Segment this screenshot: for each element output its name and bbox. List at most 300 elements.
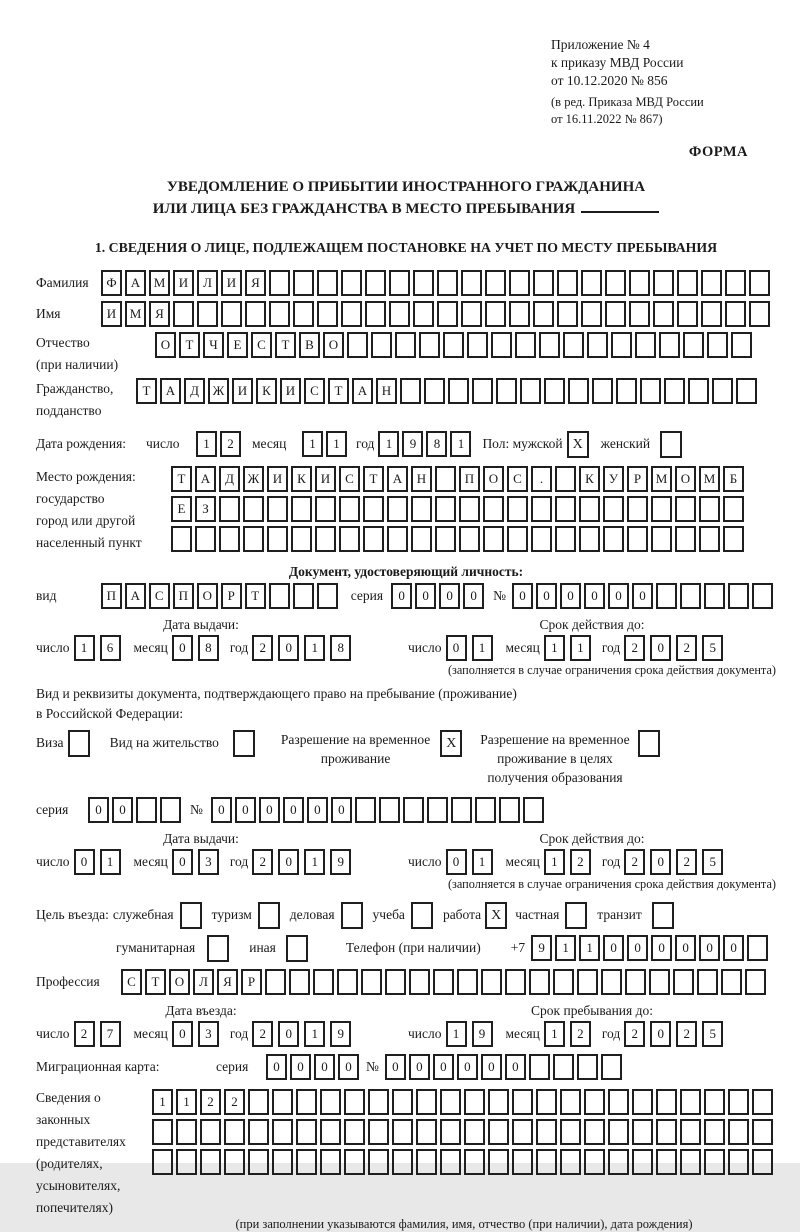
char-cell[interactable]	[152, 1149, 173, 1175]
visa-checkbox[interactable]	[68, 730, 90, 757]
char-cell[interactable]: Л	[193, 969, 214, 995]
char-cell[interactable]	[387, 526, 408, 552]
sex-male-checkbox[interactable]: X	[567, 431, 589, 458]
char-cell[interactable]: 2	[224, 1089, 245, 1115]
purpose-work-checkbox[interactable]: X	[485, 902, 507, 929]
char-cell[interactable]: 2	[570, 849, 591, 875]
char-cell[interactable]	[443, 332, 464, 358]
char-cell[interactable]	[507, 496, 528, 522]
char-cell[interactable]	[269, 583, 290, 609]
char-cell[interactable]: Р	[241, 969, 262, 995]
char-cell[interactable]	[365, 301, 386, 327]
char-cell[interactable]	[488, 1119, 509, 1145]
char-cell[interactable]: 0	[112, 797, 133, 823]
char-cell[interactable]	[440, 1089, 461, 1115]
char-cell[interactable]	[160, 797, 181, 823]
char-cell[interactable]	[427, 797, 448, 823]
char-cell[interactable]: К	[291, 466, 312, 492]
char-cell[interactable]: Б	[723, 466, 744, 492]
char-cell[interactable]	[389, 301, 410, 327]
char-cell[interactable]	[320, 1119, 341, 1145]
char-cell[interactable]	[625, 969, 646, 995]
char-cell[interactable]	[400, 378, 421, 404]
char-cell[interactable]	[392, 1149, 413, 1175]
char-cell[interactable]	[529, 1054, 550, 1080]
char-cell[interactable]	[539, 332, 560, 358]
char-cell[interactable]: 3	[198, 849, 219, 875]
char-cell[interactable]	[296, 1089, 317, 1115]
char-cell[interactable]	[584, 1149, 605, 1175]
char-cell[interactable]	[627, 496, 648, 522]
char-cell[interactable]	[584, 1119, 605, 1145]
char-cell[interactable]	[451, 797, 472, 823]
char-cell[interactable]: 0	[211, 797, 232, 823]
char-cell[interactable]	[603, 496, 624, 522]
char-cell[interactable]	[176, 1149, 197, 1175]
char-cell[interactable]: 2	[624, 635, 645, 661]
char-cell[interactable]: С	[251, 332, 272, 358]
char-cell[interactable]: М	[699, 466, 720, 492]
char-cell[interactable]: 1	[74, 635, 95, 661]
char-cell[interactable]: 8	[426, 431, 447, 457]
char-cell[interactable]	[512, 1149, 533, 1175]
char-cell[interactable]	[520, 378, 541, 404]
char-cell[interactable]: 0	[650, 849, 671, 875]
char-cell[interactable]	[531, 526, 552, 552]
char-cell[interactable]	[219, 496, 240, 522]
char-cell[interactable]	[320, 1089, 341, 1115]
char-cell[interactable]: Т	[363, 466, 384, 492]
char-cell[interactable]: 1	[326, 431, 347, 457]
char-cell[interactable]	[699, 496, 720, 522]
char-cell[interactable]	[656, 1149, 677, 1175]
char-cell[interactable]: Т	[245, 583, 266, 609]
char-cell[interactable]	[653, 301, 674, 327]
char-cell[interactable]: К	[256, 378, 277, 404]
char-cell[interactable]	[248, 1089, 269, 1115]
char-cell[interactable]	[608, 1089, 629, 1115]
char-cell[interactable]: 0	[307, 797, 328, 823]
char-cell[interactable]	[416, 1089, 437, 1115]
char-cell[interactable]	[723, 526, 744, 552]
char-cell[interactable]: 0	[675, 935, 696, 961]
char-cell[interactable]	[592, 378, 613, 404]
char-cell[interactable]	[544, 378, 565, 404]
char-cell[interactable]: 2	[74, 1021, 95, 1047]
char-cell[interactable]	[440, 1149, 461, 1175]
char-cell[interactable]: Н	[411, 466, 432, 492]
char-cell[interactable]	[601, 969, 622, 995]
char-cell[interactable]	[523, 797, 544, 823]
char-cell[interactable]: 0	[433, 1054, 454, 1080]
char-cell[interactable]: 0	[88, 797, 109, 823]
char-cell[interactable]: А	[195, 466, 216, 492]
char-cell[interactable]: 8	[198, 635, 219, 661]
char-cell[interactable]	[632, 1119, 653, 1145]
char-cell[interactable]	[557, 270, 578, 296]
char-cell[interactable]: 0	[608, 583, 629, 609]
char-cell[interactable]	[272, 1089, 293, 1115]
char-cell[interactable]	[424, 378, 445, 404]
char-cell[interactable]: И	[232, 378, 253, 404]
char-cell[interactable]: С	[339, 466, 360, 492]
char-cell[interactable]	[395, 332, 416, 358]
char-cell[interactable]: И	[101, 301, 122, 327]
char-cell[interactable]: 0	[338, 1054, 359, 1080]
char-cell[interactable]	[745, 969, 766, 995]
char-cell[interactable]: 2	[252, 635, 273, 661]
char-cell[interactable]	[659, 332, 680, 358]
char-cell[interactable]	[629, 301, 650, 327]
char-cell[interactable]	[293, 583, 314, 609]
temp-permit-checkbox[interactable]: X	[440, 730, 462, 757]
char-cell[interactable]	[629, 270, 650, 296]
char-cell[interactable]	[248, 1149, 269, 1175]
char-cell[interactable]	[224, 1149, 245, 1175]
char-cell[interactable]	[608, 1149, 629, 1175]
char-cell[interactable]	[677, 270, 698, 296]
char-cell[interactable]	[603, 526, 624, 552]
char-cell[interactable]: 1	[304, 1021, 325, 1047]
char-cell[interactable]	[680, 1089, 701, 1115]
char-cell[interactable]	[640, 378, 661, 404]
char-cell[interactable]	[413, 301, 434, 327]
char-cell[interactable]	[577, 969, 598, 995]
char-cell[interactable]	[392, 1089, 413, 1115]
char-cell[interactable]	[581, 270, 602, 296]
char-cell[interactable]	[616, 378, 637, 404]
char-cell[interactable]	[656, 1119, 677, 1145]
char-cell[interactable]	[491, 332, 512, 358]
char-cell[interactable]	[344, 1089, 365, 1115]
char-cell[interactable]	[365, 270, 386, 296]
char-cell[interactable]	[296, 1149, 317, 1175]
char-cell[interactable]: В	[299, 332, 320, 358]
char-cell[interactable]	[475, 797, 496, 823]
char-cell[interactable]	[568, 378, 589, 404]
char-cell[interactable]	[409, 969, 430, 995]
char-cell[interactable]: М	[651, 466, 672, 492]
char-cell[interactable]	[651, 526, 672, 552]
char-cell[interactable]	[731, 332, 752, 358]
char-cell[interactable]: Ж	[243, 466, 264, 492]
char-cell[interactable]	[464, 1119, 485, 1145]
char-cell[interactable]: Т	[275, 332, 296, 358]
char-cell[interactable]: 2	[252, 849, 273, 875]
char-cell[interactable]	[245, 301, 266, 327]
char-cell[interactable]: С	[121, 969, 142, 995]
char-cell[interactable]	[272, 1119, 293, 1145]
char-cell[interactable]	[749, 301, 770, 327]
char-cell[interactable]	[341, 301, 362, 327]
char-cell[interactable]: О	[675, 466, 696, 492]
char-cell[interactable]	[587, 332, 608, 358]
char-cell[interactable]: А	[387, 466, 408, 492]
char-cell[interactable]: 9	[531, 935, 552, 961]
char-cell[interactable]	[488, 1089, 509, 1115]
char-cell[interactable]	[707, 332, 728, 358]
char-cell[interactable]	[320, 1149, 341, 1175]
char-cell[interactable]: 2	[676, 635, 697, 661]
char-cell[interactable]: .	[531, 466, 552, 492]
char-cell[interactable]: М	[125, 301, 146, 327]
char-cell[interactable]	[557, 301, 578, 327]
char-cell[interactable]	[577, 1054, 598, 1080]
purpose-official-checkbox[interactable]	[180, 902, 202, 929]
char-cell[interactable]: С	[507, 466, 528, 492]
char-cell[interactable]: 0	[723, 935, 744, 961]
char-cell[interactable]: 1	[152, 1089, 173, 1115]
char-cell[interactable]	[601, 1054, 622, 1080]
char-cell[interactable]: 1	[378, 431, 399, 457]
char-cell[interactable]: 0	[415, 583, 436, 609]
char-cell[interactable]	[704, 1149, 725, 1175]
char-cell[interactable]	[529, 969, 550, 995]
purpose-business-checkbox[interactable]	[341, 902, 363, 929]
char-cell[interactable]	[317, 270, 338, 296]
char-cell[interactable]	[435, 466, 456, 492]
char-cell[interactable]	[627, 526, 648, 552]
char-cell[interactable]	[533, 270, 554, 296]
char-cell[interactable]: А	[125, 270, 146, 296]
char-cell[interactable]	[512, 1119, 533, 1145]
char-cell[interactable]	[435, 526, 456, 552]
char-cell[interactable]: 0	[278, 635, 299, 661]
char-cell[interactable]	[632, 1149, 653, 1175]
char-cell[interactable]: 0	[314, 1054, 335, 1080]
char-cell[interactable]	[675, 526, 696, 552]
char-cell[interactable]: 1	[302, 431, 323, 457]
char-cell[interactable]	[344, 1119, 365, 1145]
char-cell[interactable]: 0	[650, 635, 671, 661]
char-cell[interactable]: С	[149, 583, 170, 609]
char-cell[interactable]	[749, 270, 770, 296]
char-cell[interactable]	[467, 332, 488, 358]
char-cell[interactable]: О	[323, 332, 344, 358]
char-cell[interactable]	[485, 301, 506, 327]
char-cell[interactable]	[481, 969, 502, 995]
char-cell[interactable]	[317, 301, 338, 327]
char-cell[interactable]	[411, 496, 432, 522]
char-cell[interactable]	[368, 1149, 389, 1175]
char-cell[interactable]: 0	[259, 797, 280, 823]
char-cell[interactable]: 0	[512, 583, 533, 609]
char-cell[interactable]: 0	[278, 1021, 299, 1047]
char-cell[interactable]	[752, 1149, 773, 1175]
char-cell[interactable]	[752, 1089, 773, 1115]
char-cell[interactable]	[555, 526, 576, 552]
char-cell[interactable]: О	[155, 332, 176, 358]
char-cell[interactable]	[560, 1119, 581, 1145]
char-cell[interactable]	[355, 797, 376, 823]
char-cell[interactable]	[269, 270, 290, 296]
char-cell[interactable]: 2	[624, 1021, 645, 1047]
char-cell[interactable]: Р	[627, 466, 648, 492]
char-cell[interactable]	[197, 301, 218, 327]
char-cell[interactable]	[363, 496, 384, 522]
char-cell[interactable]	[581, 301, 602, 327]
char-cell[interactable]: 1	[472, 635, 493, 661]
residence-permit-checkbox[interactable]	[233, 730, 255, 757]
char-cell[interactable]	[507, 526, 528, 552]
char-cell[interactable]	[387, 496, 408, 522]
char-cell[interactable]	[725, 270, 746, 296]
char-cell[interactable]: И	[173, 270, 194, 296]
purpose-humanitarian-checkbox[interactable]	[207, 935, 229, 962]
char-cell[interactable]	[379, 797, 400, 823]
char-cell[interactable]: 2	[624, 849, 645, 875]
char-cell[interactable]: 5	[702, 1021, 723, 1047]
char-cell[interactable]	[560, 1089, 581, 1115]
char-cell[interactable]	[347, 332, 368, 358]
char-cell[interactable]	[560, 1149, 581, 1175]
char-cell[interactable]	[723, 496, 744, 522]
char-cell[interactable]: А	[125, 583, 146, 609]
char-cell[interactable]	[611, 332, 632, 358]
char-cell[interactable]	[293, 270, 314, 296]
char-cell[interactable]: П	[173, 583, 194, 609]
char-cell[interactable]: У	[603, 466, 624, 492]
char-cell[interactable]: 0	[457, 1054, 478, 1080]
purpose-study-checkbox[interactable]	[411, 902, 433, 929]
char-cell[interactable]	[701, 270, 722, 296]
char-cell[interactable]: 1	[544, 635, 565, 661]
char-cell[interactable]: 1	[555, 935, 576, 961]
char-cell[interactable]	[680, 1149, 701, 1175]
char-cell[interactable]	[635, 332, 656, 358]
char-cell[interactable]	[200, 1149, 221, 1175]
char-cell[interactable]	[509, 270, 530, 296]
char-cell[interactable]	[725, 301, 746, 327]
char-cell[interactable]: 0	[584, 583, 605, 609]
char-cell[interactable]	[291, 526, 312, 552]
char-cell[interactable]	[531, 496, 552, 522]
char-cell[interactable]: И	[315, 466, 336, 492]
char-cell[interactable]	[416, 1119, 437, 1145]
char-cell[interactable]	[315, 526, 336, 552]
char-cell[interactable]: 0	[446, 635, 467, 661]
char-cell[interactable]	[555, 466, 576, 492]
char-cell[interactable]	[697, 969, 718, 995]
char-cell[interactable]: 0	[74, 849, 95, 875]
char-cell[interactable]	[200, 1119, 221, 1145]
char-cell[interactable]	[317, 583, 338, 609]
char-cell[interactable]	[437, 270, 458, 296]
char-cell[interactable]: 1	[446, 1021, 467, 1047]
char-cell[interactable]	[675, 496, 696, 522]
char-cell[interactable]: Ч	[203, 332, 224, 358]
char-cell[interactable]	[267, 526, 288, 552]
char-cell[interactable]: 2	[570, 1021, 591, 1047]
char-cell[interactable]: 1	[176, 1089, 197, 1115]
purpose-other-checkbox[interactable]	[286, 935, 308, 962]
char-cell[interactable]	[221, 301, 242, 327]
char-cell[interactable]	[459, 496, 480, 522]
char-cell[interactable]	[433, 969, 454, 995]
char-cell[interactable]: 9	[402, 431, 423, 457]
char-cell[interactable]: М	[149, 270, 170, 296]
char-cell[interactable]	[699, 526, 720, 552]
char-cell[interactable]: Ф	[101, 270, 122, 296]
char-cell[interactable]	[371, 332, 392, 358]
char-cell[interactable]	[656, 1089, 677, 1115]
char-cell[interactable]	[712, 378, 733, 404]
char-cell[interactable]: 0	[699, 935, 720, 961]
char-cell[interactable]: 0	[446, 849, 467, 875]
char-cell[interactable]	[344, 1149, 365, 1175]
char-cell[interactable]: Т	[328, 378, 349, 404]
char-cell[interactable]	[136, 797, 157, 823]
char-cell[interactable]	[413, 270, 434, 296]
char-cell[interactable]	[752, 583, 773, 609]
purpose-tourism-checkbox[interactable]	[258, 902, 280, 929]
char-cell[interactable]: П	[101, 583, 122, 609]
char-cell[interactable]	[536, 1119, 557, 1145]
char-cell[interactable]: 5	[702, 635, 723, 661]
char-cell[interactable]: Я	[245, 270, 266, 296]
char-cell[interactable]	[747, 935, 768, 961]
char-cell[interactable]: А	[352, 378, 373, 404]
char-cell[interactable]	[485, 270, 506, 296]
char-cell[interactable]: 0	[632, 583, 653, 609]
char-cell[interactable]: Т	[171, 466, 192, 492]
char-cell[interactable]	[457, 969, 478, 995]
char-cell[interactable]	[579, 526, 600, 552]
char-cell[interactable]	[363, 526, 384, 552]
char-cell[interactable]: 0	[235, 797, 256, 823]
char-cell[interactable]: 7	[100, 1021, 121, 1047]
char-cell[interactable]	[269, 301, 290, 327]
char-cell[interactable]: 0	[627, 935, 648, 961]
char-cell[interactable]	[728, 1089, 749, 1115]
char-cell[interactable]: И	[280, 378, 301, 404]
char-cell[interactable]: 1	[100, 849, 121, 875]
char-cell[interactable]	[339, 526, 360, 552]
char-cell[interactable]: 1	[472, 849, 493, 875]
char-cell[interactable]	[505, 969, 526, 995]
char-cell[interactable]	[448, 378, 469, 404]
char-cell[interactable]: 1	[304, 635, 325, 661]
char-cell[interactable]	[563, 332, 584, 358]
char-cell[interactable]	[293, 301, 314, 327]
char-cell[interactable]	[653, 270, 674, 296]
char-cell[interactable]	[683, 332, 704, 358]
char-cell[interactable]: 2	[252, 1021, 273, 1047]
char-cell[interactable]	[704, 583, 725, 609]
char-cell[interactable]: 8	[330, 635, 351, 661]
char-cell[interactable]: 2	[220, 431, 241, 457]
char-cell[interactable]: О	[169, 969, 190, 995]
char-cell[interactable]	[419, 332, 440, 358]
char-cell[interactable]	[267, 496, 288, 522]
char-cell[interactable]: 9	[472, 1021, 493, 1047]
char-cell[interactable]: Р	[221, 583, 242, 609]
char-cell[interactable]	[195, 526, 216, 552]
char-cell[interactable]	[536, 1089, 557, 1115]
char-cell[interactable]: 0	[172, 635, 193, 661]
char-cell[interactable]	[553, 1054, 574, 1080]
char-cell[interactable]	[437, 301, 458, 327]
char-cell[interactable]: 0	[172, 1021, 193, 1047]
char-cell[interactable]: 0	[172, 849, 193, 875]
purpose-private-checkbox[interactable]	[565, 902, 587, 929]
char-cell[interactable]	[680, 1119, 701, 1145]
char-cell[interactable]	[171, 526, 192, 552]
char-cell[interactable]	[605, 270, 626, 296]
char-cell[interactable]	[461, 270, 482, 296]
char-cell[interactable]: 0	[385, 1054, 406, 1080]
char-cell[interactable]	[464, 1089, 485, 1115]
